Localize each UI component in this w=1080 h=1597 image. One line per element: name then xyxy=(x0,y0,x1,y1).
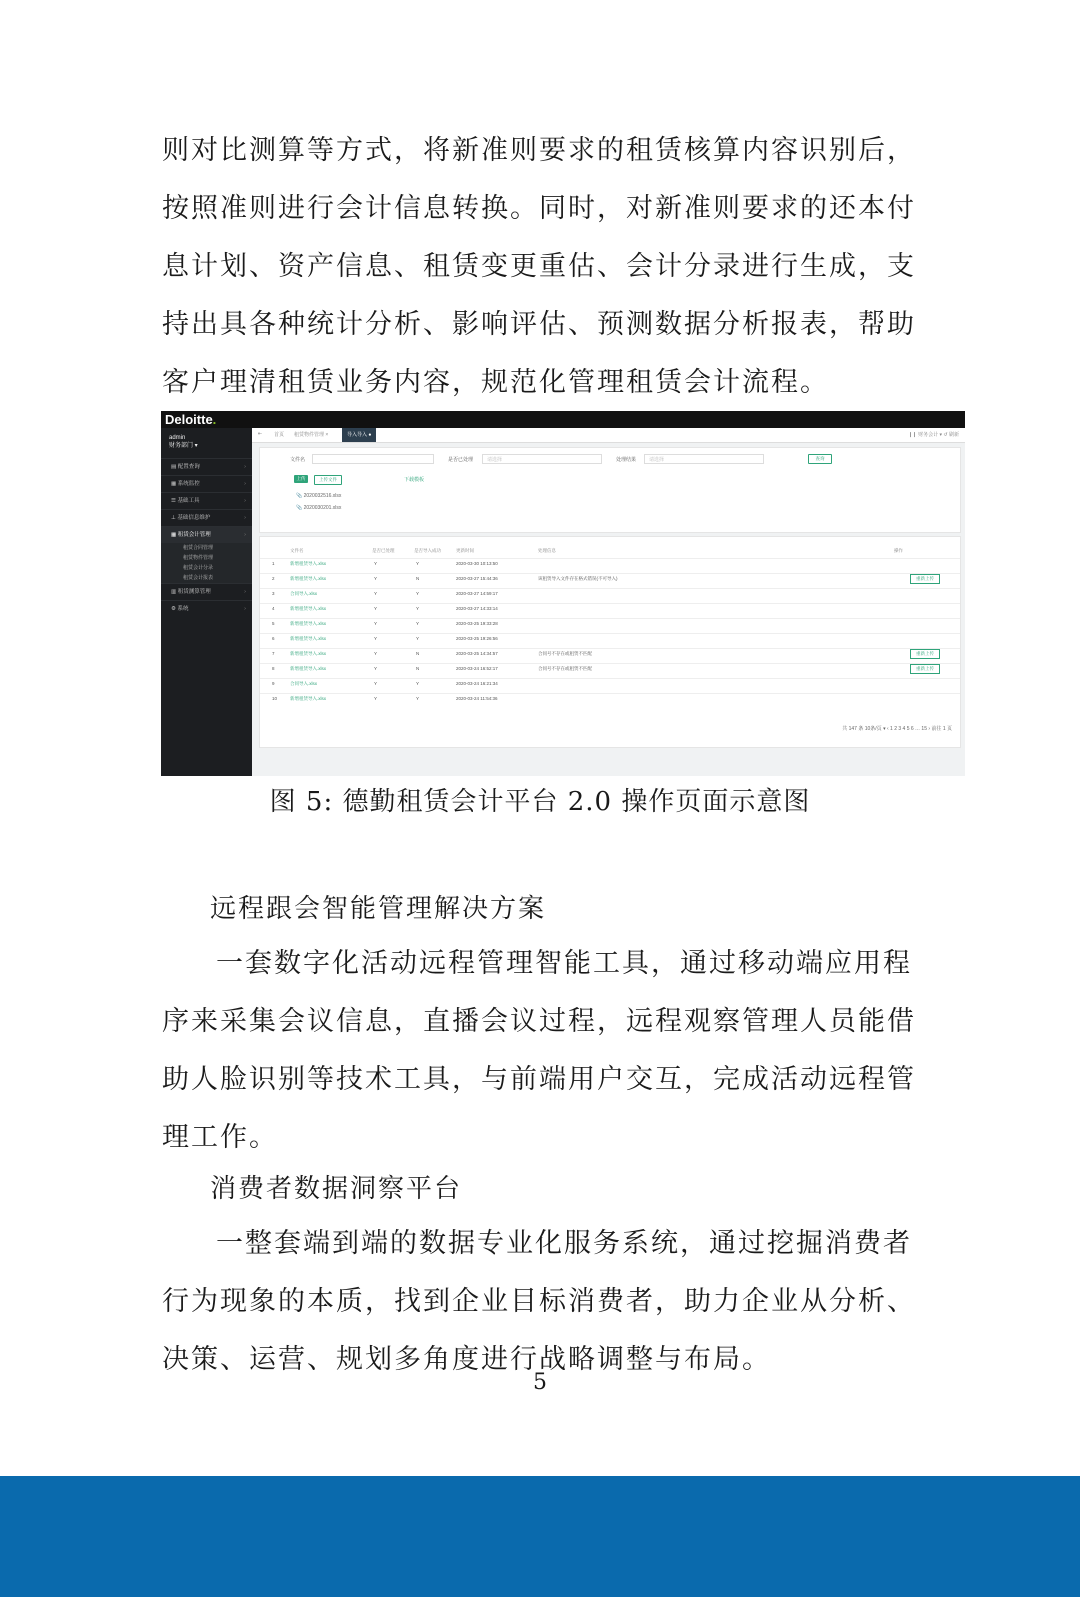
tab-home[interactable]: 首页 xyxy=(274,432,285,438)
download-template-link[interactable]: 下载模板 xyxy=(404,477,425,483)
body-paragraph-1: 则对比测算等方式，将新准则要求的租赁核算内容识别后，按照准则进行会计信息转换。同时，对新准则要求的还本付息计划、资产信息、租赁变更重估、会计分录进行生成，支持出具各种统计分析、影响评估、预测数据分析报表，帮助客户理清租赁业务内容，规范化管理租赁会计流程。 xyxy=(162,135,916,398)
user-info[interactable] xyxy=(169,434,198,450)
chevron-right-icon: › xyxy=(244,589,246,595)
filter-label-processed: 是否已处理 xyxy=(448,457,474,463)
reupload-button[interactable]: 重新上传 xyxy=(910,664,940,674)
table-cell-no: 10 xyxy=(272,696,278,701)
table-cell-no: 4 xyxy=(272,606,275,611)
table-cell-done: Y xyxy=(374,696,378,701)
tab-asset-manage[interactable]: 租赁物件管理 × xyxy=(294,432,329,438)
table-cell-name[interactable]: 新增租赁导入.xlsx xyxy=(290,606,326,611)
tab-collapse-icon[interactable]: ⇤ xyxy=(258,431,263,437)
table-cell-name[interactable]: 新增租赁导入.xlsx xyxy=(290,561,326,566)
table-row xyxy=(260,678,960,689)
table-cell-done: Y xyxy=(374,636,378,641)
table-cell-info: 合同号不存在或租赁不匹配 xyxy=(538,666,592,671)
table-cell-time: 2020-03-30 10:13:50 xyxy=(456,561,498,566)
table-cell-done: Y xyxy=(374,606,378,611)
col-info: 处理信息 xyxy=(538,548,556,553)
table-cell-ok: Y xyxy=(416,681,420,686)
table-cell-time: 2020-03-24 11:54:36 xyxy=(456,696,498,701)
table-cell-name[interactable]: 新增租赁导入.xlsx xyxy=(290,651,326,656)
table-cell-info: 该租赁导入文件存在格式错误(不可导入) xyxy=(538,576,618,581)
sidebar-menu-item[interactable] xyxy=(161,492,252,509)
table-cell-done: Y xyxy=(374,591,378,596)
body-paragraph-2: 一套数字化活动远程管理智能工具，通过移动端应用程序来采集会议信息，直播会议过程，远程观察管理人员能借助人脸识别等技术工具，与前端用户交互，完成活动远程管理工作。 xyxy=(162,948,916,1153)
table-cell-time: 2020-03-27 14:59:17 xyxy=(456,591,498,596)
table-cell-ok: Y xyxy=(416,621,420,626)
chevron-right-icon: › xyxy=(244,464,246,470)
filename-input[interactable] xyxy=(312,454,434,464)
app-topbar xyxy=(161,411,965,428)
col-operation: 操作 xyxy=(894,548,903,553)
sidebar-menu-label: ⊥ 基础信息维护 xyxy=(171,515,211,521)
sidebar-menu-label: ▤ 配置查询 xyxy=(171,464,200,470)
upload-file-item[interactable]: 📎 2020030201.xlsx xyxy=(296,505,342,511)
table-row xyxy=(260,588,960,599)
tabs-right-tools[interactable]: ❙❙ 财务会计 ▾ ↺ 刷新 xyxy=(908,432,959,438)
table-cell-time: 2020-03-25 19:33:28 xyxy=(456,621,498,626)
table-cell-time: 2020-03-25 14:34:57 xyxy=(456,651,498,656)
table-cell-ok: Y xyxy=(416,561,420,566)
upload-file-button[interactable]: 上传文件 xyxy=(314,475,342,485)
sidebar-submenu-item[interactable]: 租赁物件管理 xyxy=(161,553,252,563)
sidebar-menu-item[interactable] xyxy=(161,458,252,475)
table-row xyxy=(260,648,960,659)
tab-bar xyxy=(252,428,965,443)
tab-import[interactable]: 导入导入 ● xyxy=(342,428,376,442)
table-cell-no: 8 xyxy=(272,666,275,671)
col-filename: 文件名 xyxy=(290,548,304,553)
table-cell-no: 7 xyxy=(272,651,275,656)
table-cell-done: Y xyxy=(374,681,378,686)
table-cell-ok: N xyxy=(416,576,420,581)
table-cell-done: Y xyxy=(374,651,378,656)
sidebar-menu-item[interactable] xyxy=(161,526,252,543)
table-cell-no: 5 xyxy=(272,621,275,626)
section-heading-remote-meeting: 远程跟会智能管理解决方案 xyxy=(210,894,547,924)
upload-file-item[interactable]: 📎 2020032516.xlsx xyxy=(296,493,342,499)
table-row xyxy=(260,573,960,584)
reupload-button[interactable]: 重新上传 xyxy=(910,649,940,659)
table-cell-time: 2020-03-27 14:33:14 xyxy=(456,606,498,611)
table-cell-name[interactable]: 新增租赁导入.xlsx xyxy=(290,576,326,581)
table-row xyxy=(260,618,960,629)
sidebar-menu-item[interactable] xyxy=(161,509,252,526)
table-cell-name[interactable]: 新增租赁导入.xlsx xyxy=(290,636,326,641)
table-row xyxy=(260,693,960,704)
table-cell-time: 2020-03-27 15:44:36 xyxy=(456,576,498,581)
chevron-right-icon: › xyxy=(244,481,246,487)
page-number: 5 xyxy=(533,1370,547,1395)
table-cell-time: 2020-03-25 19:26:56 xyxy=(456,636,498,641)
user-name: admin xyxy=(169,435,186,441)
footer-band xyxy=(0,1476,1080,1597)
sidebar-menu-label: ☰ 基础工具 xyxy=(171,498,200,504)
filter-label-filename: 文件名 xyxy=(290,457,306,463)
chevron-right-icon: › xyxy=(244,532,246,538)
result-select[interactable]: 请选择 xyxy=(644,454,764,464)
table-cell-done: Y xyxy=(374,666,378,671)
sidebar-menu-item[interactable] xyxy=(161,600,252,617)
figure-caption: 图 5: 德勤租赁会计平台 2.0 操作页面示意图 xyxy=(269,787,811,817)
body-paragraph-3: 一整套端到端的数据专业化服务系统，通过挖掘消费者行为现象的本质，找到企业目标消费者，助力企业从分析、决策、运营、规划多角度进行战略调整与布局。 xyxy=(162,1228,916,1375)
upload-button[interactable]: 上传 xyxy=(294,475,308,483)
table-cell-no: 6 xyxy=(272,636,275,641)
sidebar-submenu-item[interactable]: 租赁会计分录 xyxy=(161,563,252,573)
section-heading-consumer-insight: 消费者数据洞察平台 xyxy=(210,1174,463,1204)
table-cell-no: 9 xyxy=(272,681,275,686)
table-cell-no: 3 xyxy=(272,591,275,596)
sidebar-menu-label: ▦ 系统监控 xyxy=(171,481,200,487)
table-cell-ok: Y xyxy=(416,636,420,641)
col-updated: 更新时间 xyxy=(456,548,474,553)
table-cell-time: 2020-03-24 16:52:17 xyxy=(456,666,498,671)
table-row xyxy=(260,633,960,644)
table-row xyxy=(260,663,960,674)
figure-screenshot xyxy=(161,411,965,776)
filter-panel xyxy=(259,447,961,533)
filter-label-result: 处理结果 xyxy=(616,457,637,463)
table-cell-name[interactable]: 合同导入.xlsx xyxy=(290,591,317,596)
sidebar-menu-item[interactable] xyxy=(161,583,252,600)
table-cell-time: 2020-03-24 16:21:34 xyxy=(456,681,498,686)
user-dept: 财务部门 ▾ xyxy=(169,443,198,449)
table-cell-name[interactable]: 新增租赁导入.xlsx xyxy=(290,621,326,626)
chevron-right-icon: › xyxy=(244,606,246,612)
sidebar-menu-label: ▦ 租赁会计管理 xyxy=(171,532,211,538)
table-cell-name[interactable]: 合同导入.xlsx xyxy=(290,681,317,686)
sidebar-menu xyxy=(161,458,252,617)
table-cell-ok: Y xyxy=(416,591,420,596)
sidebar-submenu-item[interactable]: 租赁合同管理 xyxy=(161,543,252,553)
deloitte-logo: Deloitte. xyxy=(165,412,217,427)
sidebar-menu-label: ⚙ 系统 xyxy=(171,606,189,612)
reupload-button[interactable]: 重新上传 xyxy=(910,574,940,584)
table-cell-ok: N xyxy=(416,651,420,656)
table-cell-no: 2 xyxy=(272,576,275,581)
table-cell-done: Y xyxy=(374,561,378,566)
col-imported: 是否导入成功 xyxy=(414,548,441,553)
table-cell-name[interactable]: 新增租赁导入.xlsx xyxy=(290,696,326,701)
table-row xyxy=(260,558,960,569)
chevron-right-icon: › xyxy=(244,498,246,504)
table-cell-done: Y xyxy=(374,576,378,581)
sidebar-submenu-item[interactable]: 租赁会计报表 xyxy=(161,573,252,583)
table-row xyxy=(260,603,960,614)
table-cell-ok: Y xyxy=(416,696,420,701)
pagination[interactable]: 共 147 条 10条/页 ▾ ‹ 1 2 3 4 5 6 … 15 › 前往 1 页 xyxy=(842,726,952,732)
sidebar-menu-item[interactable] xyxy=(161,475,252,492)
table-cell-no: 1 xyxy=(272,561,275,566)
table-cell-ok: N xyxy=(416,666,420,671)
table-cell-done: Y xyxy=(374,621,378,626)
table-cell-name[interactable]: 新增租赁导入.xlsx xyxy=(290,666,326,671)
table-cell-ok: Y xyxy=(416,606,420,611)
table-header xyxy=(260,546,960,556)
data-table-panel xyxy=(259,536,961,748)
table-cell-info: 合同号不存在或租赁不匹配 xyxy=(538,651,592,656)
search-button[interactable]: 查询 xyxy=(808,454,832,464)
chevron-right-icon: › xyxy=(244,515,246,521)
sidebar xyxy=(161,428,252,776)
processed-select[interactable]: 请选择 xyxy=(482,454,602,464)
sidebar-menu-label: ▥ 租赁测算管理 xyxy=(171,589,211,595)
col-processed: 是否已处理 xyxy=(372,548,395,553)
